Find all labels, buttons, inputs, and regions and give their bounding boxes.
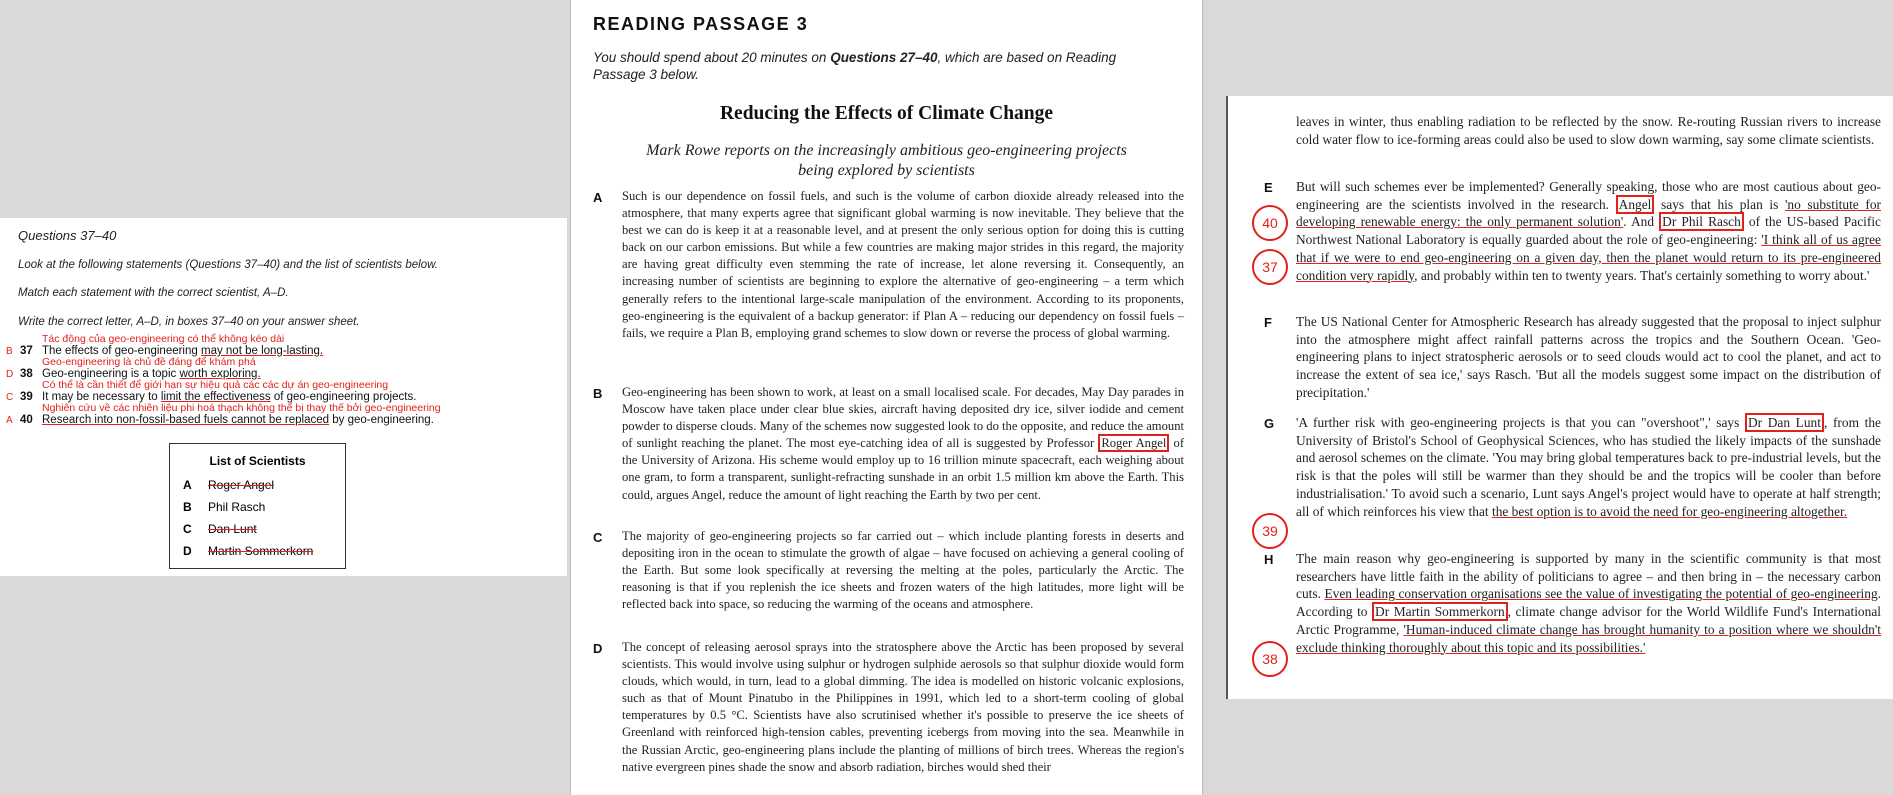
- note-40: Nghiên cứu về các nhiên liệu phi hoá thạch không thể bị thay thế bởi geo-engineering: [42, 402, 441, 414]
- scientists-list-title: List of Scientists: [209, 454, 306, 468]
- answer-letter: C: [6, 392, 14, 403]
- scientist-a: [183, 478, 274, 492]
- statement-highlight: limit the effectiveness: [160, 391, 271, 403]
- quote-permanent-solution: 'no substitute for developing renewable energy: the only permanent solution': [1296, 196, 1881, 230]
- paragraph-g-text: 'A further risk with geo-engineering projects is that you can "overshoot",' says: [1296, 415, 1745, 430]
- scientists-list-box: [169, 443, 346, 569]
- scientist-letter: B: [183, 500, 192, 514]
- paragraph-g-text: , from the University of Bristol's School of Geophysical Sciences, who has studied the likely impacts of the sunshade and aerosol schemes on the climate. 'You may bring global temperatures back to pre-industrial levels, but the risk is that the poles will still be warmer than they should be and the tropics will be cooler than before industrialisation.' To avoid such a scenario, Lunt says Angel's project would have to operate at half strength; all of which reinforces his view that: [1296, 415, 1881, 519]
- paragraph-letter-f: F: [1264, 315, 1272, 330]
- quote-human-induced-climate-change: 'Human-induced climate change has brought humanity to a position where we shouldn't exclude thinking thoroughly about this topic and its possibilities.': [1296, 621, 1882, 655]
- paragraph-e: [1296, 178, 1881, 284]
- instruction-3: Write the correct letter, A–D, in boxes 37–40 on your answer sheet.: [18, 316, 360, 328]
- instruction-2: Match each statement with the correct scientist, A–D.: [18, 287, 289, 299]
- paragraph-a: Such is our dependence on fossil fuels, and such is the volume of carbon dioxide already released into the atmosphere, that many experts agree that significant global warming is now inevitable. They believe that the best we can do is keep it at a reasonable level, and at present the only serious option for doing this is cutting back on our carbon emissions. But while a few countries are making major strides in this regard, the majority are having great difficulty even stemming the rate of increase, let alone reversing it. Consequently, an increasing number of scientists are beginning to explore the alternative of geo-engineering – a term which generally refers to the intentional large-scale manipulation of the environment. According to its proponents, geo-engineering is the equivalent of a backup generator: if Plan A – reducing our dependency on fossil fuels – fails, we require a Plan B, employing grand schemes to slow down or reverse the process of global warming.: [622, 189, 1184, 340]
- name-angel: Angel: [1616, 195, 1655, 214]
- paragraph-letter-d: D: [593, 641, 603, 656]
- note-39: Có thể là cần thiết để giới hạn sự hiệu quả các các dự án geo-engineering: [42, 379, 389, 391]
- instruction-1: Look at the following statements (Questions 37–40) and the list of scientists below.: [18, 259, 438, 271]
- question-number: 37: [20, 345, 33, 357]
- passage-title: Reducing the Effects of Climate Change: [719, 103, 1054, 124]
- note-38: Geo-engineering là chủ đề đáng để khám phá: [42, 356, 256, 368]
- answer-circle-38: 38: [1252, 641, 1288, 677]
- paragraph-b: [622, 384, 1184, 504]
- answer-circle-40: 40: [1252, 205, 1288, 241]
- scientist-letter: D: [183, 544, 192, 558]
- statement-text-end: of geo-engineering projects.: [270, 391, 417, 403]
- name-phil-rasch: Dr Phil Rasch: [1659, 212, 1744, 231]
- paragraph-h: [1296, 550, 1881, 656]
- paragraph-e-text: says that his plan is: [1654, 196, 1785, 212]
- answer-letter: B: [6, 346, 13, 357]
- name-dan-lunt: Dr Dan Lunt: [1745, 413, 1824, 432]
- scientist-c: [183, 522, 257, 536]
- quote-conservation-organisations: Even leading conservation organisations see the value of investigating the potential of geo-engineering: [1324, 586, 1878, 602]
- answer-circle-39: 39: [1252, 513, 1288, 549]
- reading-passage-page-2: [1226, 96, 1893, 699]
- name-roger-angel: Roger Angel: [1098, 434, 1169, 452]
- answer-circle-37: 37: [1252, 249, 1288, 285]
- statement-text: It may be necessary to: [42, 391, 161, 403]
- quote-avoid-geo-engineering: the best option is to avoid the need for geo-engineering altogether.: [1491, 503, 1848, 519]
- note-37: Tác động của geo-engineering có thể không kéo dài: [42, 333, 285, 345]
- intro-text-end: , which are based on Reading Passage 3 below.: [593, 50, 1117, 82]
- statement-40: [6, 414, 434, 426]
- scientist-b: [183, 500, 265, 514]
- paragraph-b-text: Geo-engineering has been shown to work, at least on a small localised scale. For decades, May Day parades in Moscow have taken place under clear blue skies, aircraft having deposited dry ice, silver iodide and cement powder to disperse clouds. Many of the schemes now suggested look to do the opposite, and reduce the amount of sunlight reaching the planet. The most eye-catching idea of all is suggested by Professor: [622, 385, 1184, 451]
- scientist-d: [183, 544, 313, 558]
- scientist-letter: A: [183, 478, 192, 492]
- reading-passage-page-1: [570, 0, 1203, 795]
- passage-subtitle: [571, 141, 1202, 181]
- statement-highlight: may not be long-lasting.: [200, 345, 324, 357]
- scientist-letter: C: [183, 522, 192, 536]
- subtitle-text: Mark Rowe reports on the increasingly ambitious geo-engineering projects being explored by scientists: [646, 142, 1127, 179]
- passage-heading: READING PASSAGE 3: [593, 14, 809, 34]
- paragraph-letter-g: G: [1264, 416, 1275, 431]
- name-martin-sommerkorn: Dr Martin Sommerkorn: [1372, 602, 1508, 621]
- paragraph-d: The concept of releasing aerosol sprays into the stratosphere above the Arctic has been proposed by several scientists. This would involve using sulphur or hydrogen sulphide aerosols so that sulphur dioxide would form clouds, which would, in turn, lead to a global dimming. The idea is modelled on historic volcanic explosions, such as that of Mount Pinatubo in the Philippines in 1991, which led to a short-term cooling of global temperatures by 0.5 °C. Scientists have also scrutinised whether it's possible to preserve the ice sheets of Greenland with reinforced high-tension cables, preventing icebergs from moving into the sea. Meanwhile in the Russian Arctic, geo-engineering plans include the planting of millions of birch trees. Whereas the region's native evergreen pines shade the snow and absorb radiation, birches would shed their: [622, 640, 1184, 774]
- statement-highlight: Research into non-fossil-based fuels cannot be replaced: [42, 414, 330, 426]
- paragraph-letter-h: H: [1264, 552, 1274, 567]
- paragraph-letter-e: E: [1264, 180, 1273, 195]
- paragraph-e-text: But will such schemes ever be implemented? Generally speaking, those who are most cautious about geo-engineering are the scientists involved in the research.: [1296, 179, 1881, 212]
- scientist-name: Phil Rasch: [208, 500, 266, 514]
- paragraph-h-text: , climate change advisor for the World Wildlife Fund's International Arctic Programme,: [1296, 604, 1881, 637]
- intro-bold: Questions 27–40: [830, 50, 938, 65]
- answer-letter: D: [6, 369, 14, 380]
- passage-intro: [593, 49, 1153, 83]
- scientist-name: Martin Sommerkorn: [208, 544, 314, 558]
- statement-text-end: by geo-engineering.: [329, 414, 434, 426]
- answer-letter: A: [6, 415, 13, 426]
- paragraph-g: [1296, 414, 1881, 520]
- paragraph-h-text: The main reason why geo-engineering is supported by many in the scientific community is that most researchers have little faith in the ability of politicians to agree – and then bring in – the necessary carbon cuts.: [1296, 551, 1881, 602]
- paragraph-f: The US National Center for Atmospheric Research has already suggested that the proposal to inject sulphur into the atmosphere might affect rainfall patterns across the tropics and the Southern Ocean. 'Geo-engineering plans to inject stratospheric aerosols or to seed clouds would act to cool the planet, and act to increase the extent of sea ice,' says Rasch. 'But all the models suggest some impact on the distribution of precipitation.': [1296, 314, 1881, 400]
- scientist-name: Dan Lunt: [208, 522, 257, 536]
- statement-text: Geo-engineering is a topic: [42, 368, 180, 380]
- paragraph-c: The majority of geo-engineering projects so far carried out – which include planting forests in deserts and depositing iron in the ocean to stimulate the growth of algae – have focused on achieving a general cooling of the Earth. But some look specifically at reversing the melting at the poles, particularly the Arctic. The reasoning is that if you replenish the ice sheets and frozen waters of the high latitudes, more light will be reflected back into space, so reducing the warming of the oceans and atmosphere.: [622, 529, 1184, 612]
- paragraph-e-text: of the US-based Pacific Northwest National Laboratory is equally guarded about the role of geo-engineering:: [1296, 214, 1881, 248]
- statement-text: The effects of geo-engineering: [42, 345, 201, 357]
- question-number: 40: [20, 414, 33, 426]
- questions-title: Questions 37–40: [18, 228, 117, 243]
- paragraph-letter-a: A: [593, 190, 603, 205]
- paragraph-letter-c: C: [593, 530, 603, 545]
- questions-panel: [0, 218, 567, 576]
- paragraph-e-text: . And: [1623, 214, 1660, 230]
- question-number: 39: [20, 391, 33, 403]
- statement-highlight: worth exploring.: [179, 368, 261, 380]
- paragraph-d-continued: leaves in winter, thus enabling radiation to be reflected by the snow. Re-routing Russian rivers to increase cold water flow to ice-forming areas could also be used to slow down warming, say some climate scientists.: [1296, 114, 1881, 147]
- paragraph-letter-b: B: [593, 386, 603, 401]
- paragraph-b-text-end: of the University of Arizona. His scheme would employ up to 16 trillion minute spacecraft, each weighing about one gram, to form a transparent, sunlight-refracting sunshade in an orbit 1.5 million km above the Earth. This could, argues Angel, reduce the amount of light reaching the Earth by two per cent.: [622, 436, 1185, 502]
- scientist-name: Roger Angel: [208, 478, 275, 492]
- quote-return-rapidly: 'I think all of us agree that if we were to end geo-engineering on a given day, then the planet would return to its pre-engineered condition very rapidly,: [1296, 232, 1881, 283]
- paragraph-e-text-end: and probably within ten to twenty years. That's certainly something to worry about.': [1417, 267, 1870, 283]
- question-number: 38: [20, 368, 33, 380]
- paragraph-h-text: . According to: [1296, 586, 1881, 620]
- intro-text: You should spend about 20 minutes on: [593, 50, 831, 65]
